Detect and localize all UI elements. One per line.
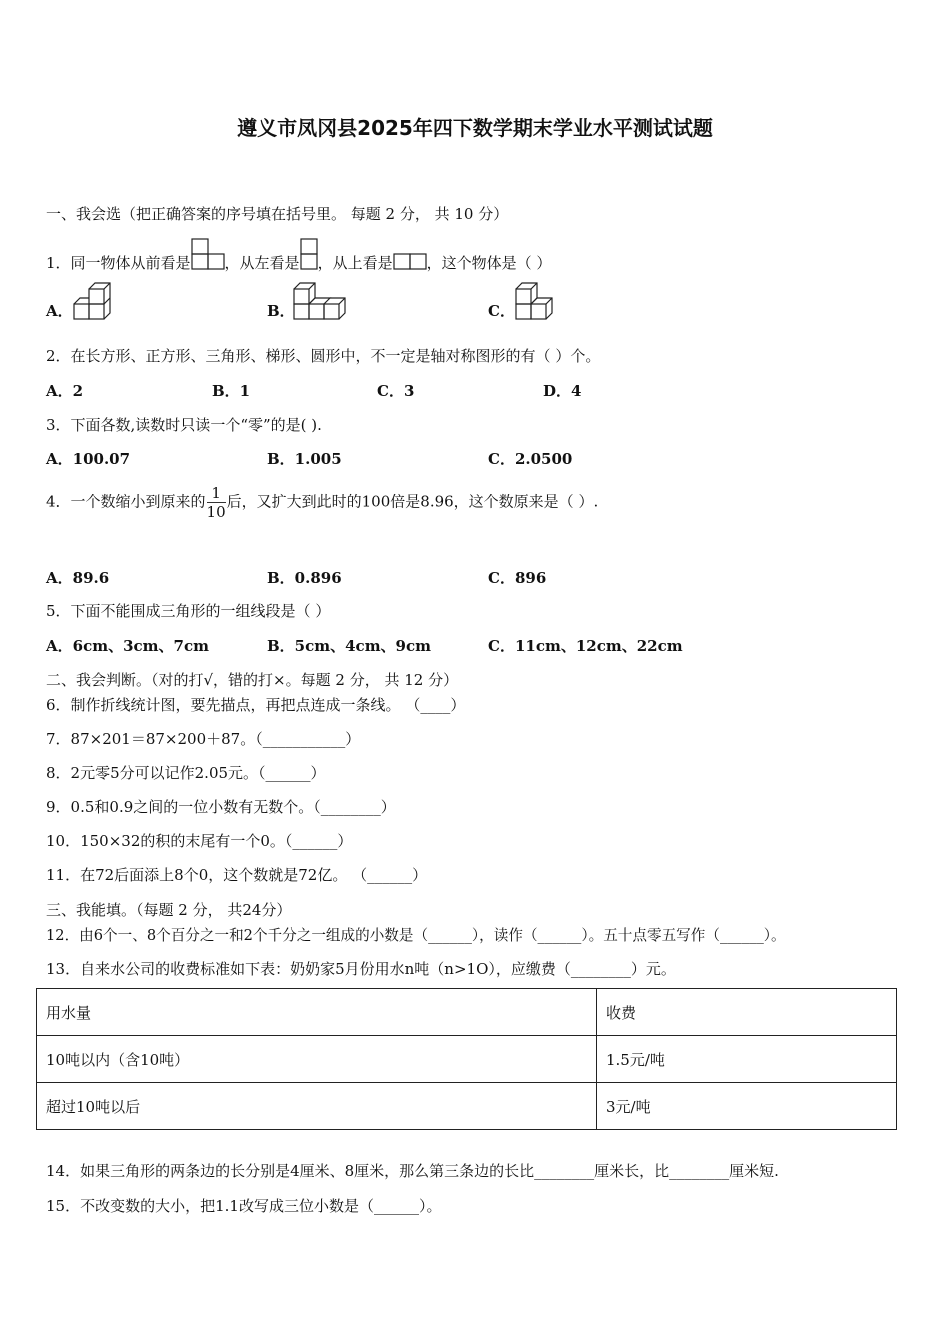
table-row (37, 1036, 897, 1083)
table-header-cell: 收费 (597, 989, 897, 1036)
q4-option-c[interactable]: C．896 (488, 569, 547, 587)
fraction-numerator: 1 (207, 484, 226, 503)
question-10: 10．150×32的积的末尾有一个0。（______） (46, 832, 353, 850)
section1-heading: 一、我会选（把正确答案的序号填在括号里。 每题 2 分， 共 10 分） (46, 205, 509, 223)
q4-option-b[interactable]: B．0.896 (267, 569, 342, 587)
q5-option-b[interactable]: B．5cm、4cm、9cm (267, 637, 432, 655)
q1-text-part2: ，从左看是 (224, 254, 300, 272)
page-title: 遵义市凤冈县2025年四下数学期末学业水平测试试题 (237, 116, 713, 140)
question-6: 6．制作折线统计图，要先描点，再把点连成一条线。 （____） (46, 696, 466, 714)
question-3: 3．下面各数,读数时只读一个“零”的是( ). (46, 416, 322, 434)
question-13: 13．自来水公司的收费标准如下表：奶奶家5月份用水n吨（n>1O），应缴费（________）元。 (46, 960, 676, 978)
q1-option-a-label[interactable]: A． (46, 302, 73, 320)
water-fee-table (36, 988, 897, 1130)
q2-option-a[interactable]: A．2 (46, 382, 84, 400)
table-header-row (37, 989, 897, 1036)
q5-option-a[interactable]: A．6cm、3cm、7cm (46, 637, 209, 655)
q4-text-part2: 后，又扩大到此时的100倍是8.96，这个数原来是（ ）. (226, 492, 599, 511)
q3-option-b[interactable]: B．1.005 (267, 450, 342, 468)
q1-option-b-figure (292, 282, 346, 322)
q2-option-c[interactable]: C．3 (377, 382, 415, 400)
q2-option-b[interactable]: B．1 (212, 382, 251, 400)
table-cell: 1.5元/吨 (597, 1036, 897, 1083)
question-12: 12．由6个一、8个百分之一和2个千分之一组成的小数是（______），读作（______）。五十点零五写作（______）。 (46, 927, 786, 944)
q1-option-c-label[interactable]: C． (488, 302, 515, 320)
q1-text-part1: 1．同一物体从前看是 (46, 254, 191, 272)
q1-option-c-figure (514, 282, 560, 322)
section2-heading: 二、我会判断。（对的打√，错的打×。每题 2 分， 共 12 分） (46, 671, 459, 689)
question-2: 2．在长方形、正方形、三角形、梯形、圆形中，不一定是轴对称图形的有（ ）个。 (46, 347, 601, 365)
top-view-figure (393, 253, 427, 270)
table-row (37, 1083, 897, 1130)
q5-option-c[interactable]: C．11cm、12cm、22cm (488, 637, 683, 655)
q4-option-a[interactable]: A．89.6 (46, 569, 110, 587)
left-view-figure (300, 238, 318, 270)
q1-option-b-label[interactable]: B． (267, 302, 295, 320)
section3-heading: 三、我能填。（每题 2 分， 共24分） (46, 901, 292, 919)
question-7: 7．87×201＝87×200＋87。（___________） (46, 730, 361, 748)
table-cell: 超过10吨以后 (37, 1083, 597, 1130)
table-cell: 3元/吨 (597, 1083, 897, 1130)
q3-option-c[interactable]: C．2.0500 (488, 450, 573, 468)
table-header-cell: 用水量 (37, 989, 597, 1036)
q4-text-part1: 4．一个数缩小到原来的 (46, 492, 206, 511)
q1-text-part3: ，从上看是 (317, 254, 393, 272)
question-1 (46, 238, 551, 273)
fraction-one-tenth (207, 484, 226, 521)
fraction-denominator: 10 (206, 503, 226, 521)
question-9: 9．0.5和0.9之间的一位小数有无数个。（________） (46, 798, 396, 816)
question-11: 11．在72后面添上8个0，这个数就是72亿。 （______） (46, 866, 428, 884)
question-14: 14．如果三角形的两条边的长分别是4厘米、8厘米，那么第三条边的长比________厘米长，比________厘米短. (46, 1162, 779, 1180)
q2-option-d[interactable]: D．4 (543, 382, 582, 400)
q1-option-a-figure (72, 282, 118, 322)
question-8: 8．2元零5分可以记作2.05元。（______） (46, 764, 326, 782)
table-cell: 10吨以内（含10吨） (37, 1036, 597, 1083)
q3-option-a[interactable]: A．100.07 (46, 450, 131, 468)
front-view-figure (191, 238, 225, 270)
question-4 (46, 484, 598, 521)
q1-text-part4: ，这个物体是（ ） (426, 254, 552, 272)
question-5: 5．下面不能围成三角形的一组线段是（ ） (46, 602, 331, 620)
question-15: 15．不改变数的大小，把1.1改写成三位小数是（______）。 (46, 1197, 442, 1215)
